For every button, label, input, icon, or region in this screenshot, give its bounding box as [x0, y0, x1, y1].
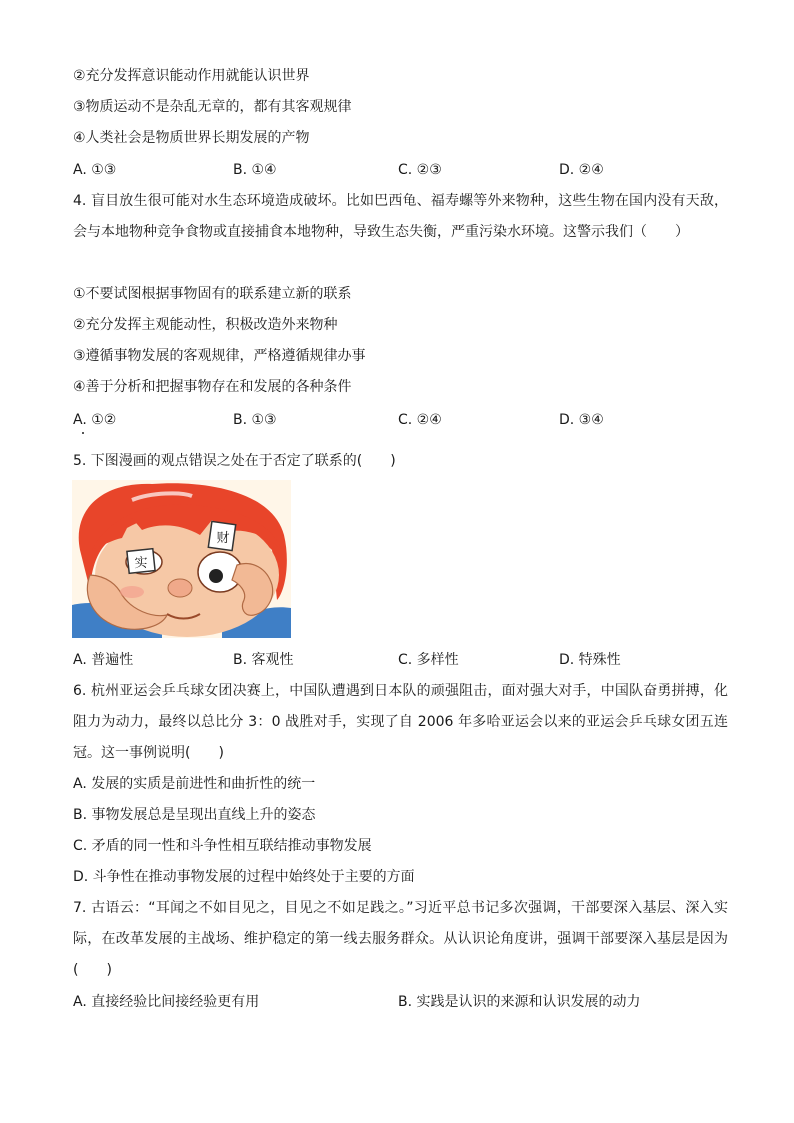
q4-statement-3: ③遵循事物发展的客观规律，严格遵循规律办事	[73, 348, 366, 364]
q3-statement-4: ④人类社会是物质世界长期发展的产物	[73, 130, 310, 146]
q4-statement-4: ④善于分析和把握事物存在和发展的各种条件	[73, 379, 352, 395]
q3-option-a: A. ①③	[73, 162, 117, 178]
q3-option-c: C. ②③	[398, 162, 442, 178]
q5-option-b: B. 客观性	[233, 652, 294, 668]
q5-option-c: C. 多样性	[398, 652, 459, 668]
stray-dot	[82, 432, 84, 434]
q5-option-d: D. 特殊性	[559, 652, 621, 668]
cartoon-char-left: 实	[134, 556, 148, 571]
q5-stem: 5. 下图漫画的观点错误之处在于否定了联系的( )	[73, 453, 396, 469]
q4-statement-1: ①不要试图根据事物固有的联系建立新的联系	[73, 286, 352, 302]
q7-stem: 7. 古语云：“耳闻之不如目见之，目见之不如足践之。”习近平总书记多次强调，干部要深入基层、深入实际，在改革发展的主战场、维护稳定的第一线去服务群众。从认识论角度讲，强调干部要深入基层是因为( )	[73, 900, 728, 978]
q6-option-c: C. 矛盾的同一性和斗争性相互联结推动事物发展	[73, 838, 372, 854]
q7-option-a: A. 直接经验比间接经验更有用	[73, 994, 260, 1010]
q4-stem: 4. 盲目放生很可能对水生态环境造成破坏。比如巴西龟、福寿螺等外来物种，这些生物在国内没有天敌，会与本地物种竞争食物或直接捕食本地物种，导致生态失衡，严重污染水环境。这警示我们（ ）	[73, 193, 728, 240]
q4-option-d: D. ③④	[559, 412, 604, 428]
q6-option-a: A. 发展的实质是前进性和曲折性的统一	[73, 776, 316, 792]
q6-option-b: B. 事物发展总是呈现出直线上升的姿态	[73, 807, 316, 823]
q3-option-b: B. ①④	[233, 162, 277, 178]
q5-option-a: A. 普遍性	[73, 652, 134, 668]
cartoon-image	[72, 480, 291, 638]
q6-option-d: D. 斗争性在推动事物发展的过程中始终处于主要的方面	[73, 869, 415, 885]
q7-option-b: B. 实践是认识的来源和认识发展的动力	[398, 994, 641, 1010]
q4-option-b: B. ①③	[233, 412, 277, 428]
q3-statement-2: ②充分发挥意识能动作用就能认识世界	[73, 68, 310, 84]
cartoon-char-right: 财	[216, 531, 230, 546]
q3-statement-3: ③物质运动不是杂乱无章的，都有其客观规律	[73, 99, 352, 115]
q4-option-a: A. ①②	[73, 412, 117, 428]
q6-stem: 6. 杭州亚运会乒乓球女团决赛上，中国队遭遇到日本队的顽强阻击，面对强大对手，中国队奋勇拼搏，化阻力为动力，最终以总比分 3：0 战胜对手，实现了自 2006 年多哈亚运会以来的亚运会乒乓球女团五连冠。这一事例说明( )	[73, 683, 728, 761]
q4-statement-2: ②充分发挥主观能动性，积极改造外来物种	[73, 317, 338, 333]
q4-option-c: C. ②④	[398, 412, 442, 428]
q3-option-d: D. ②④	[559, 162, 604, 178]
